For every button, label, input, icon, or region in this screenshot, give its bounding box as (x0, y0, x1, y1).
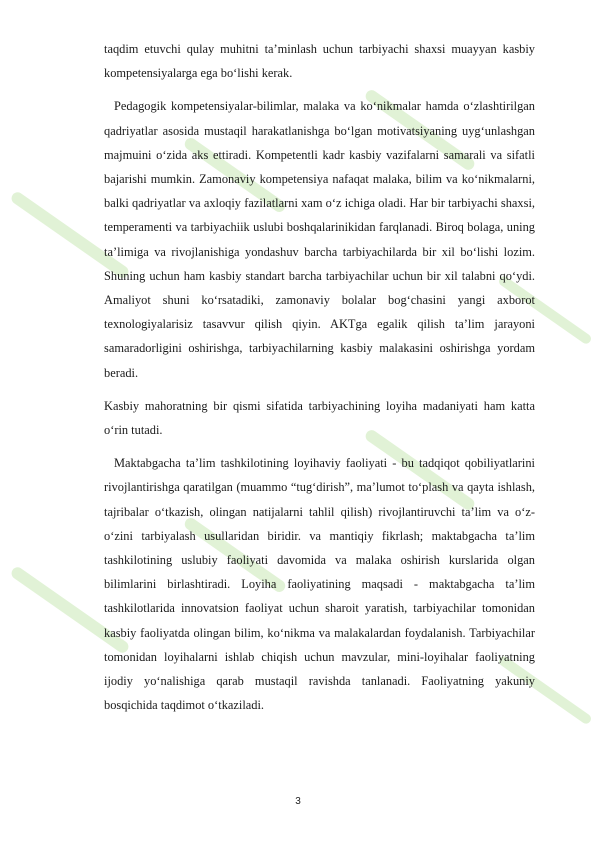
page-content (104, 37, 535, 717)
paragraph-3: Kasbiy mahoratning bir qismi sifatida tarbiyachining loyiha madaniyati ham katta o‘rin tutadi. (104, 398, 535, 438)
paragraph-4: Maktabgacha ta’lim tashkilotining loyihaviy faoliyati - bu tadqiqot qobiliyatlarini rivojlantirishga qaratilgan (muammo “tug‘dirish”, ma’lumot to‘plash va qayta ishlash, tajribalar o‘tkazish, olingan natijalarni tahlil qilish) rivojlantiruvchi ta’lim va o‘z-o‘zini tarbiyalash usullaridan biridir. va mantiqiy fikrlash; maktabgacha ta’lim tashkilotining uslubiy faoliyati davomida va malaka oshirish kurslarida olgan bilimlarini birlashtiradi. Loyiha faoliyatining maqsadi - maktabgacha ta’lim tashkilotlarida innovatsion faoliyat uchun sharoit yaratish, tarbiyachilar tomonidan kasbiy faoliyatda olingan bilim, ko‘nikma va malakalardan foydalanish. Tarbiyachilar tomonidan loyihalarni ishlab chiqish uchun mavzular, mini-loyihalar faoliyatning ijodiy yo‘nalishiga qarab mustaqil ravishda tanlanadi. Faoliyatning yakuniy bosqichida taqdimot o‘tkaziladi. (104, 456, 535, 713)
paragraph-1: taqdim etuvchi qulay muhitni ta’minlash uchun tarbiyachi shaxsi muayyan kasbiy kompetensiyalarga ega bo‘lishi kerak. (104, 42, 535, 81)
paragraph-2: Pedagogik kompetensiyalar-bilimlar, malaka va ko‘nikmalar hamda o‘zlashtirilgan qadriyatlar asosida mustaqil harakatlanishga bo‘lgan motivatsiyaning uyg‘unlashgan majmuini o‘zida aks ettiradi. Kompetentli kadr kasbiy vazifalarni samarali va sifatli bajarishi mumkin. Zamonaviy kompetensiya nafaqat malaka, bilim va ko‘nikmalarni, balki qadriyatlar va axloqiy fazilatlarni xam o‘z ichiga oladi. Har bir tarbiyachi shaxsi, temperamenti va tarbiyachiik uslubi boshqalarinikidan farqlanadi. Biroq bolaga, uning ta’limiga va rivojlanishiga yondashuv barcha tarbiyachilarda bir xil bo‘lishi lozim. Shuning uchun ham kasbiy standart barcha tarbiyachilar uchun bir xil talabni qo‘ydi. Amaliyot shuni ko‘rsatadiki, zamonaviy bolalar bog‘chasini yangi axborot texnologiyalarisiz tasavvur qilish qiyin. AKTga egalik qilish ta’lim jarayoni samaradorligini oshirishga, tarbiyachilarning kasbiy malakasini oshirishga yordam beradi. (104, 99, 535, 380)
page-number: 3 (295, 796, 301, 807)
